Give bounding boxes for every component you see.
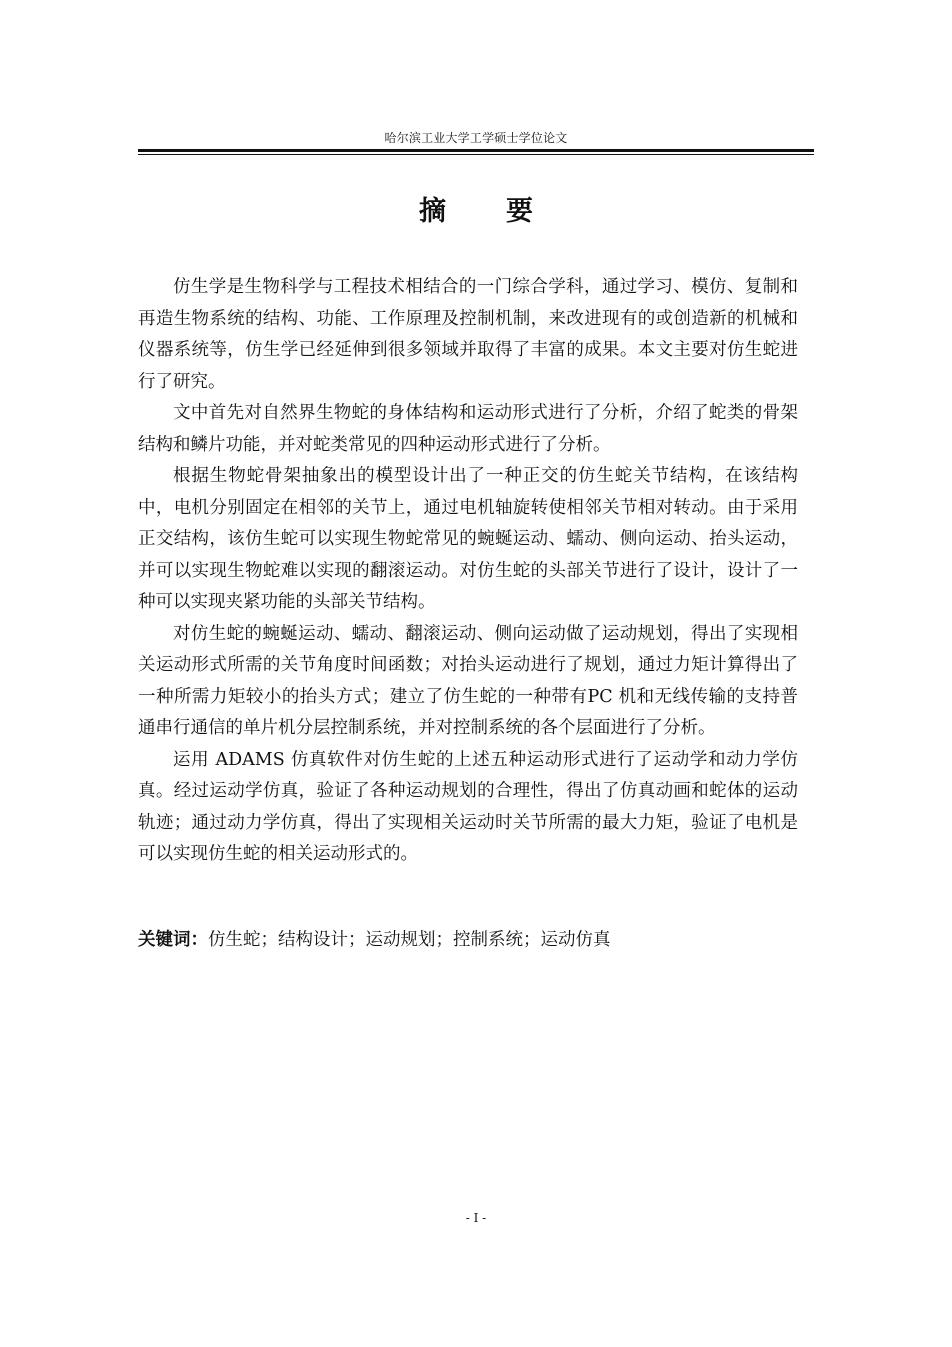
abstract-paragraph: 仿生学是生物科学与工程技术相结合的一门综合学科，通过学习、模仿、复制和再造生物系统的结构、功能、工作原理及控制机制，来改进现有的或创造新的机械和仪器系统等，仿生学已经延伸到很多领域并取得了丰富的成果。本文主要对仿生蛇进行了研究。 [138,277,798,392]
keywords-list: 仿生蛇；结构设计；运动规划；控制系统；运动仿真 [208,930,611,950]
page-number: - I - [465,1211,487,1225]
header-rule-thick [138,149,814,152]
abstract-paragraph: 对仿生蛇的蜿蜒运动、蠕动、翻滚运动、侧向运动做了运动规划，得出了实现相关运动形式所需的关节角度时间函数；对抬头运动进行了规划，通过力矩计算得出了一种所需力矩较小的抬头方式；建立了仿生蛇的一种带有PC 机和无线传输的支持普通串行通信的单片机分层控制系统，并对控制系统的各个层面进行了分析。 [138,623,798,738]
abstract-paragraph: 运用 ADAMS 仿真软件对仿生蛇的上述五种运动形式进行了运动学和动力学仿真。经过运动学仿真，验证了各种运动规划的合理性，得出了仿真动画和蛇体的运动轨迹；通过动力学仿真，得出了实现相关运动时关节所需的最大力矩，验证了电机是可以实现仿生蛇的相关运动形式的。 [138,749,798,864]
abstract-body [138,272,798,871]
page-title: 摘要 [419,196,593,227]
keywords-label: 关键词： [138,930,208,950]
abstract-paragraph: 文中首先对自然界生物蛇的身体结构和运动形式进行了分析，介绍了蛇类的骨架结构和鳞片功能，并对蛇类常见的四种运动形式进行了分析。 [138,403,798,455]
keywords [138,925,814,957]
abstract-paragraph: 根据生物蛇骨架抽象出的模型设计出了一种正交的仿生蛇关节结构，在该结构中，电机分别固定在相邻的关节上，通过电机轴旋转使相邻关节相对转动。由于采用正交结构，该仿生蛇可以实现生物蛇常见的蜿蜒运动、蠕动、侧向运动、抬头运动，并可以实现生物蛇难以实现的翻滚运动。对仿生蛇的头部关节进行了设计，设计了一种可以实现夹紧功能的头部关节结构。 [138,466,798,612]
header-rule-thin [138,154,814,155]
running-header: 哈尔滨工业大学工学硕士学位论文 [384,131,568,145]
